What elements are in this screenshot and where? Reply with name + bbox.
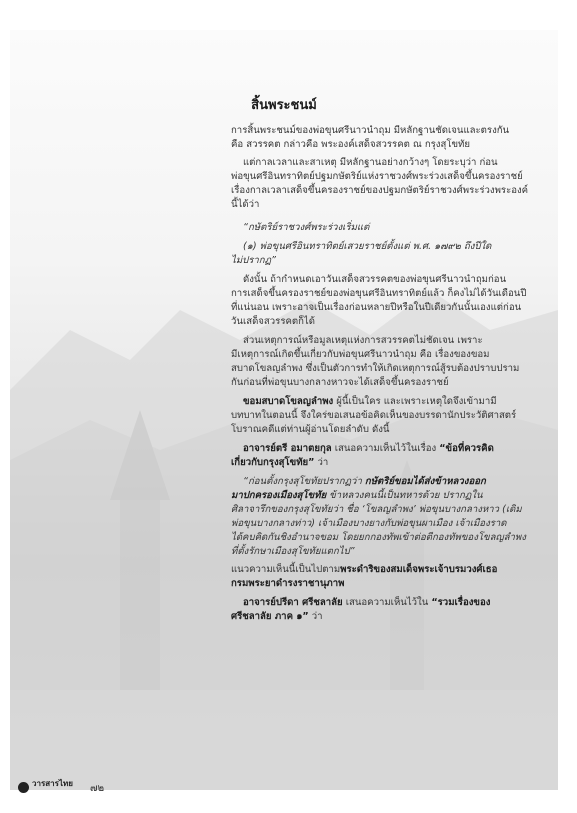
body-line: นี้ได้ว่า <box>231 199 260 210</box>
body-line <box>243 396 497 408</box>
quote-line: (๑) พ่อขุนศรีอินทราทิตย์เสวยราชย์ตั้งแต่ พ.ศ. ๑๗๙๒ ถึงปีใด <box>243 241 492 252</box>
quote-line <box>243 476 486 488</box>
body-line: มีเหตุการณ์เกิดขึ้นเกี่ยวกับพ่อขุนศรีนาวนำถุม คือ เรื่องของขอม <box>231 349 490 360</box>
body-line <box>231 611 323 623</box>
source-title: “ข้อที่ควรคิด <box>439 443 494 454</box>
author-name: อาจารย์ปรีดา ศรีชลาลัย <box>243 597 343 608</box>
quote-line: ได้คบคิดกันชิงอำนาจขอม โดยยกกองทัพเข้าต่อตีกองทัพของโขลญลำพง <box>231 532 526 543</box>
body-line <box>231 457 328 469</box>
quote-text: ข้าหลวงคนนี้เป็นทหารด้วย ปรากฏใน <box>326 490 483 501</box>
body-text: ว่า <box>314 457 329 468</box>
body-text: เสนอความเห็นไว้ใน <box>342 597 432 608</box>
body-line: การสิ้นพระชนม์ของพ่อขุนศรีนาวนำถุม มีหลักฐานชัดเจนและตรงกัน <box>231 125 510 136</box>
body-text: เสนอความเห็นไว้ในเรื่อง <box>331 443 440 454</box>
document-page <box>10 30 558 790</box>
text-layer <box>10 30 558 790</box>
body-line: สบาดโขลญลำพง ซึ่งเป็นตัวการทำให้เกิดเหตุการณ์สู้รบต้องปราบปราม <box>231 363 520 374</box>
body-line: กรมพระยาดำรงราชานุภาพ <box>231 578 345 589</box>
body-line: คือ สวรรคต กล่าวคือ พระองค์เสด็จสวรรคต ณ กรุงสุโขทัย <box>231 139 471 150</box>
body-line: บทบาทในตอนนี้ จึงใคร่ขอเสนอข้อคิดเห็นของบรรดานักประวัติศาสตร์ <box>231 410 517 421</box>
body-text: ผู้นี้เป็นใคร และเพราะเหตุใดจึงเข้ามามี <box>333 396 497 407</box>
body-line <box>243 597 490 609</box>
page-number: ๗๒ <box>90 783 105 794</box>
body-text: แนวความเห็นนี้เป็นไปตาม <box>231 564 341 575</box>
quote-line <box>231 490 483 502</box>
body-line: โบราณคดีแต่ท่านผู้อ่านโดยลำดับ ดังนี้ <box>231 424 390 435</box>
publication-logo-text: วารสารไทย <box>32 779 73 788</box>
author-name: อาจารย์ตรี อมาตยกุล <box>243 443 332 454</box>
body-line: กันก่อนที่พ่อขุนบางกลางหาวจะได้เสด็จขึ้นครองราชย์ <box>231 377 449 388</box>
page-title: สิ้นพระชนม์ <box>251 98 317 113</box>
body-line: แต่กาลเวลาและสาเหตุ มีหลักฐานอย่างกว้างๆ โดยระบุว่า ก่อน <box>243 157 498 168</box>
body-line: เรื่องกาลเวลาเสด็จขึ้นครองราชย์ของปฐมกษัตริย์ราชวงศ์พระร่วงพระองค์ <box>231 185 529 196</box>
source-title: เกี่ยวกับกรุงสุโขทัย” <box>231 457 315 468</box>
quote-line: ไม่ปรากฏ” <box>231 255 276 266</box>
body-line: การเสด็จขึ้นครองราชย์ของพ่อขุนศรีอินทราทิตย์แล้ว ก็คงไม่ได้วันเดือนปี <box>231 288 527 299</box>
body-line: ที่แน่นอน เพราะอาจเป็นเรื่องก่อนหลายปีหรือในปีเดียวกันนั้นเองแต่ก่อน <box>231 302 522 313</box>
quote-text: “ก่อนตั้งกรุงสุโขทัยปรากฏว่า <box>243 476 365 487</box>
body-line: ดังนั้น ถ้ากำหนดเอาวันเสด็จสวรรคตของพ่อขุนศรีนาวนำถุมก่อน <box>243 274 507 285</box>
body-line <box>231 564 497 576</box>
quote-line: ศิลาจารึกของกรุงสุโขทัยว่า ชื่อ ‘โขลญลำพง’ พ่อขุนบางกลางหาว (เดิม <box>231 504 522 515</box>
body-line: วันเสด็จสวรรคตก็ได้ <box>231 316 315 327</box>
source-title: ศรีชลาลัย ภาค ๑” <box>231 611 309 622</box>
body-text: ว่า <box>308 611 323 622</box>
body-line: ส่วนเหตุการณ์หรือมูลเหตุแห่งการสวรรคตไม่ชัดเจน เพราะ <box>243 335 483 346</box>
page-footer <box>18 778 168 798</box>
bold-term: ขอมสบาดโขลญลำพง <box>243 396 334 407</box>
quote-line: ที่ตั้งรักษาเมืองสุโขทัยแตกไป” <box>231 546 355 557</box>
quote-line: พ่อขุนบางกลางท่าว) เจ้าเมืองบางยางกับพ่อขุนผาเมือง เจ้าเมืองราด <box>231 518 507 529</box>
body-line <box>243 443 494 455</box>
quote-line: “กษัตริย์ราชวงศ์พระร่วงเริ่มแต่ <box>243 222 370 233</box>
body-line: พ่อขุนศรีอินทราทิตย์ปฐมกษัตริย์แห่งราชวงศ์พระร่วงเสด็จขึ้นครองราชย์ <box>231 171 523 182</box>
quote-emphasis: มาปกครองเมืองสุโขทัย <box>231 490 327 501</box>
publication-logo-icon <box>18 782 29 793</box>
quote-emphasis: กษัตริย์ขอมได้ส่งข้าหลวงออก <box>364 476 486 487</box>
bold-term: พระดำริของสมเด็จพระเจ้าบรมวงศ์เธอ <box>340 564 498 575</box>
source-title: “รวมเรื่องของ <box>431 597 491 608</box>
